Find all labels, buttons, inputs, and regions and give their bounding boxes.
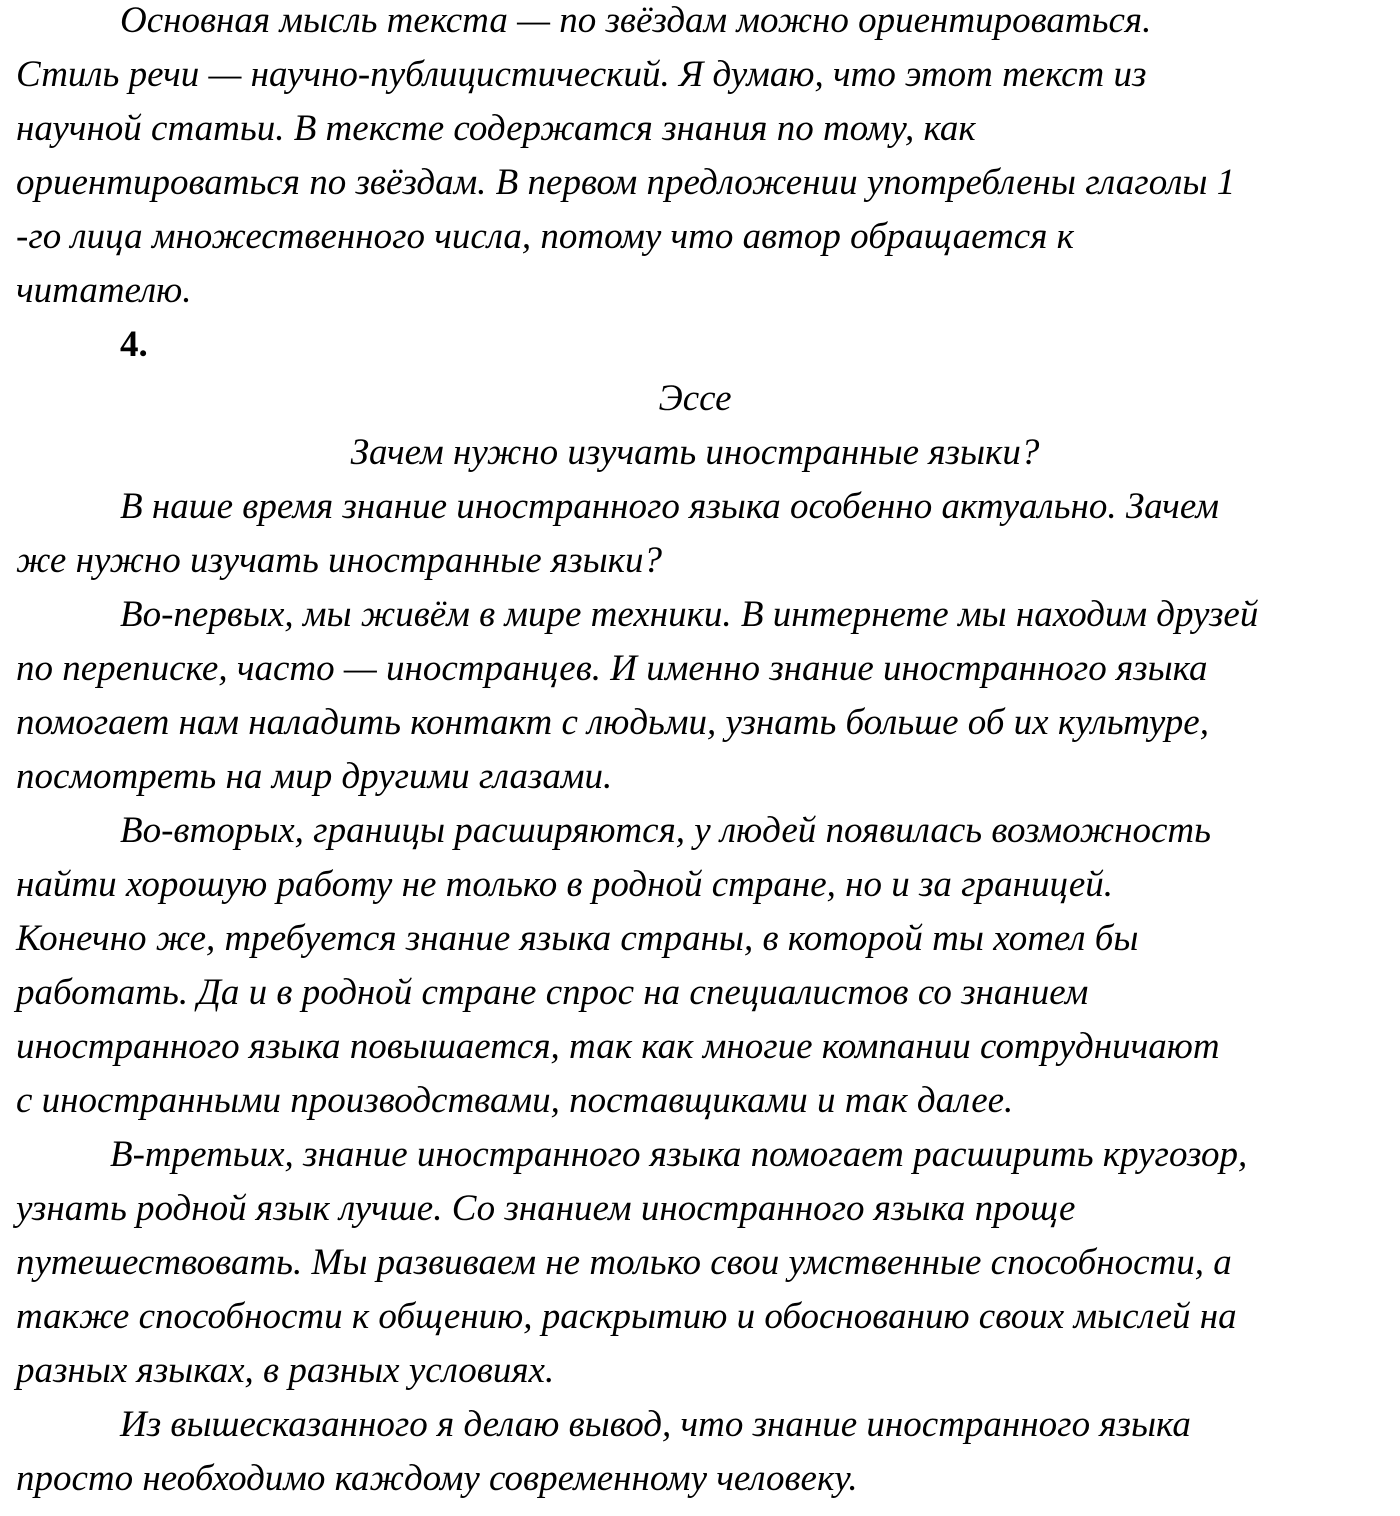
paragraph3-line-5: иностранного языка повышается, так как многие компании сотрудничают [16, 1026, 1220, 1067]
intro-line-4: ориентироваться по звёздам. В первом предложении употреблены глаголы 1 [16, 162, 1236, 203]
paragraph3-line-4: работать. Да и в родной стране спрос на специалистов со знанием [16, 972, 1089, 1013]
paragraph4-line-2: узнать родной язык лучше. Со знанием иностранного языка проще [16, 1188, 1076, 1229]
paragraph2-line-1: Во-первых, мы живём в мире техники. В интернете мы находим друзей [120, 594, 1259, 635]
paragraph4-line-1: В-третьих, знание иностранного языка помогает расширить кругозор, [110, 1134, 1248, 1175]
paragraph2-line-3: помогает нам наладить контакт с людьми, узнать больше об их культуре, [16, 702, 1209, 743]
essay-genre: Эссе [658, 378, 732, 419]
paragraph4-line-3: путешествовать. Мы развиваем не только свои умственные способности, а [16, 1242, 1232, 1283]
paragraph4-line-5: разных языках, в разных условиях. [16, 1350, 555, 1391]
intro-line-6: читателю. [16, 270, 192, 311]
paragraph5-line-1: Из вышесказанного я делаю вывод, что знание иностранного языка [120, 1404, 1191, 1445]
paragraph3-line-3: Конечно же, требуется знание языка страны, в которой ты хотел бы [16, 918, 1139, 959]
intro-line-2: Стиль речи — научно-публицистический. Я думаю, что этот текст из [16, 54, 1147, 95]
paragraph3-line-2: найти хорошую работу не только в родной стране, но и за границей. [16, 864, 1114, 905]
intro-line-5: -го лица множественного числа, потому что автор обращается к [16, 216, 1074, 257]
paragraph1-line-1: В наше время знание иностранного языка особенно актуально. Зачем [120, 486, 1219, 527]
paragraph2-line-4: посмотреть на мир другими глазами. [16, 756, 613, 797]
intro-line-1: Основная мысль текста — по звёздам можно ориентироваться. [120, 0, 1152, 41]
paragraph5-line-2: просто необходимо каждому современному человеку. [16, 1458, 858, 1499]
paragraph2-line-2: по переписке, часто — иностранцев. И именно знание иностранного языка [16, 648, 1208, 689]
essay-title: Зачем нужно изучать иностранные языки? [350, 432, 1040, 473]
intro-line-3: научной статьи. В тексте содержатся знания по тому, как [16, 108, 976, 149]
task-number: 4. [120, 324, 148, 365]
paragraph3-line-1: Во-вторых, границы расширяются, у людей появилась возможность [120, 810, 1211, 851]
paragraph1-line-2: же нужно изучать иностранные языки? [16, 540, 662, 581]
paragraph4-line-4: также способности к общению, раскрытию и обоснованию своих мыслей на [16, 1296, 1237, 1337]
paragraph3-line-6: с иностранными производствами, поставщиками и так далее. [16, 1080, 1014, 1121]
